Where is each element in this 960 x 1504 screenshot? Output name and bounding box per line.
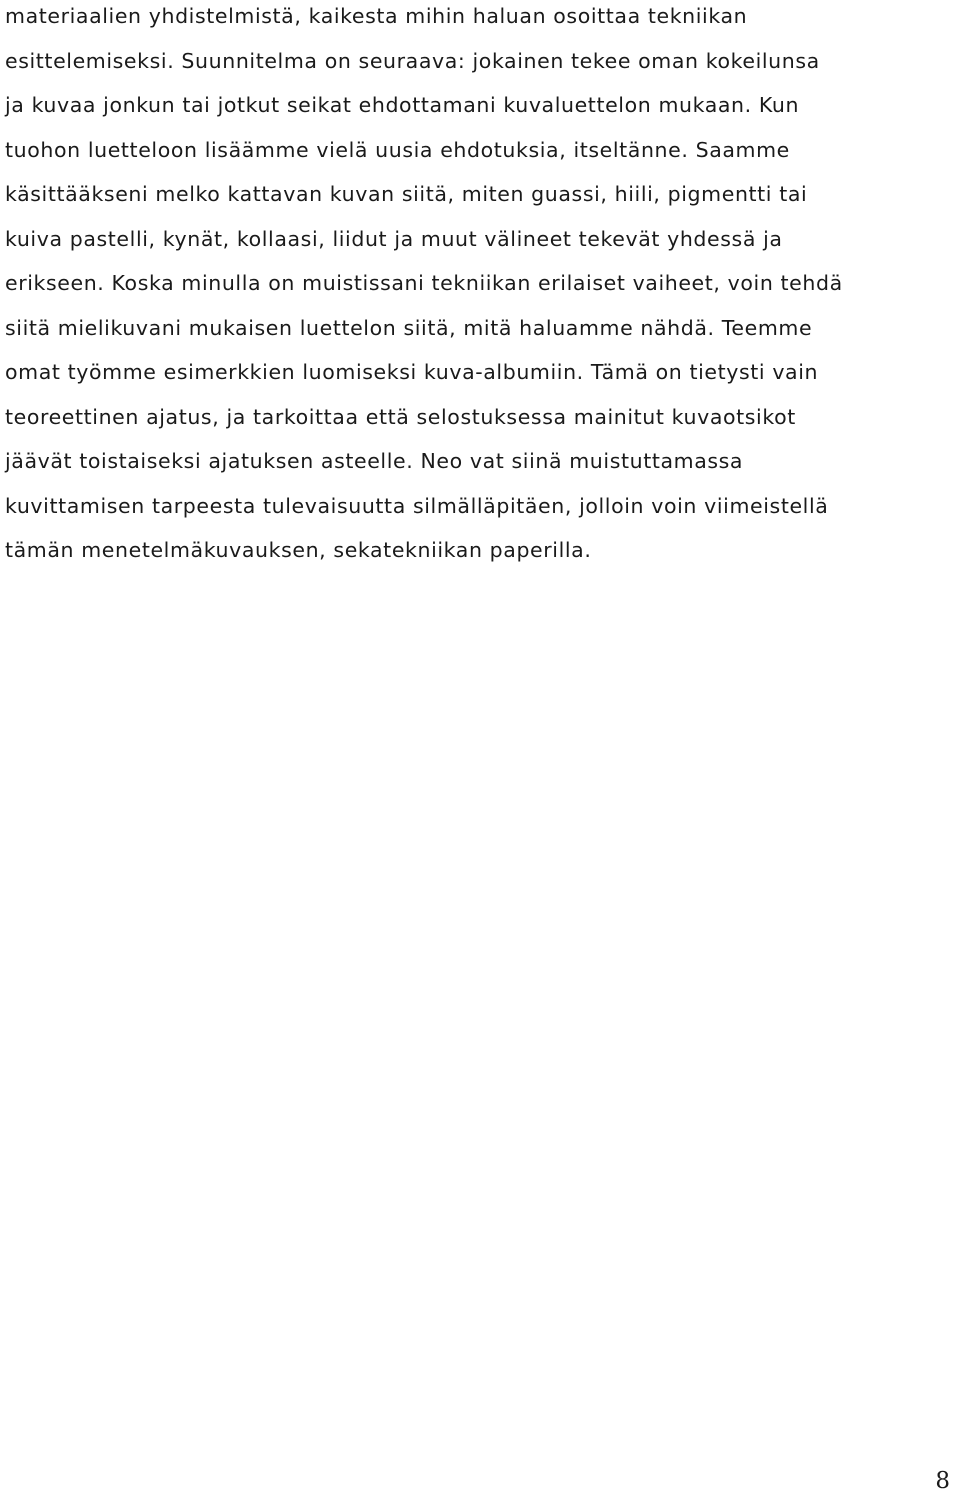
text-line: esittelemiseksi. Suunnitelma on seuraava: jokainen tekee oman kokeilunsa	[5, 48, 820, 73]
page-number: 8	[935, 1468, 950, 1494]
text-line: kuiva pastelli, kynät, kollaasi, liidut ja muut välineet tekevät yhdessä ja	[5, 226, 783, 251]
text-line: kuvittamisen tarpeesta tulevaisuutta silmälläpitäen, jolloin voin viimeistellä	[5, 493, 829, 518]
text-line: materiaalien yhdistelmistä, kaikesta mihin haluan osoittaa tekniikan	[5, 4, 748, 28]
text-line: ja kuvaa jonkun tai jotkut seikat ehdottamani kuvaluettelon mukaan. Kun	[5, 93, 800, 117]
text-line: tuohon luetteloon lisäämme vielä uusia ehdotuksia, itseltänne. Saamme	[5, 137, 790, 162]
text-line: siitä mielikuvani mukaisen luettelon siitä, mitä haluamme nähdä. Teemme	[5, 315, 813, 340]
text-line: erikseen. Koska minulla on muistissani tekniikan erilaiset vaiheet, voin tehdä	[5, 271, 843, 295]
text-line: tämän menetelmäkuvauksen, sekatekniikan paperilla.	[5, 538, 592, 562]
body-paragraph	[5, 0, 960, 573]
text-line: omat työmme esimerkkien luomiseksi kuva-albumiin. Tämä on tietysti vain	[5, 360, 819, 384]
text-line: jäävät toistaiseksi ajatuksen asteelle. Neo vat siinä muistuttamassa	[5, 449, 744, 473]
text-line: käsittääkseni melko kattavan kuvan siitä, miten guassi, hiili, pigmentti tai	[5, 182, 808, 206]
text-line: teoreettinen ajatus, ja tarkoittaa että selostuksessa mainitut kuvaotsikot	[5, 404, 796, 429]
